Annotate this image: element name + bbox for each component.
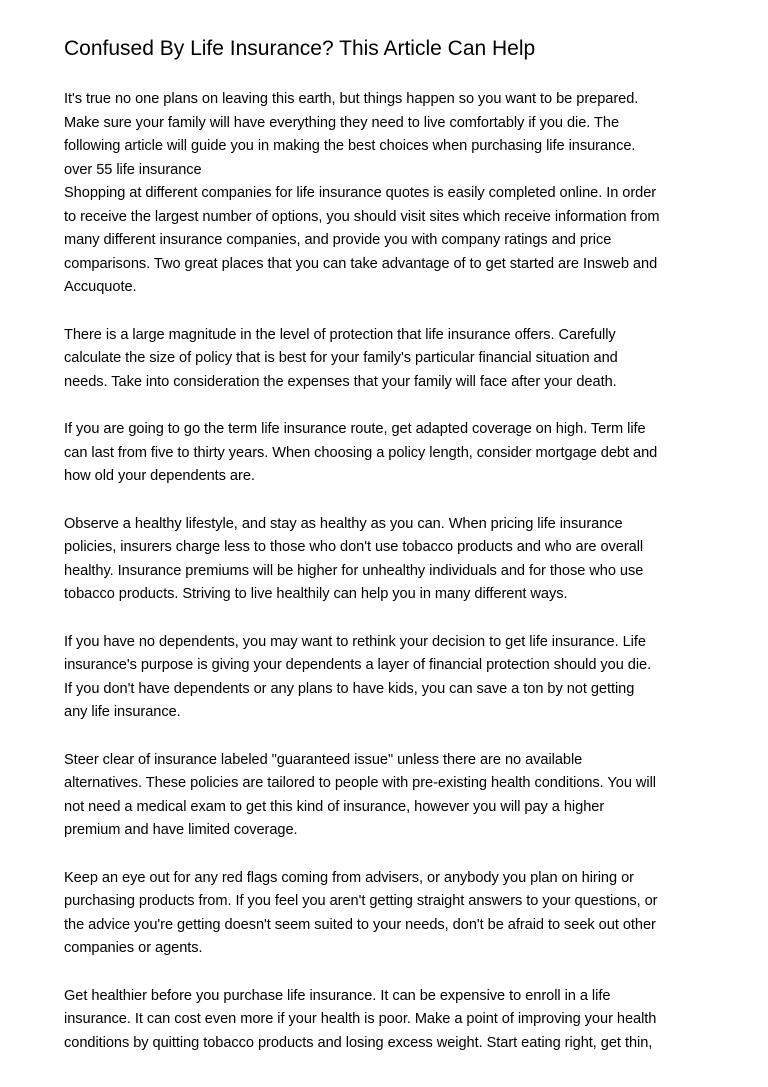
paragraph-line: If you are going to go the term life insurance route, get adapted coverage on high. Term life xyxy=(64,421,646,437)
paragraph-line: can last from five to thirty years. When choosing a policy length, consider mortgage debt and xyxy=(64,444,658,461)
paragraph-shopping xyxy=(64,182,709,300)
paragraph-protection xyxy=(64,324,709,395)
article-body xyxy=(64,34,709,1055)
paragraph-line: any life insurance. xyxy=(64,704,181,720)
paragraph-line: Accuquote. xyxy=(64,279,137,295)
paragraph-line: to receive the largest number of options, you should visit sites which receive information from xyxy=(64,208,660,225)
paragraph-line: companies or agents. xyxy=(64,940,203,956)
paragraph-line: healthy. Insurance premiums will be higher for unhealthy individuals and for those who use xyxy=(64,562,644,579)
paragraph-line: not need a medical exam to get this kind of insurance, however you will pay a higher xyxy=(64,798,605,815)
paragraph-line: insurance. It can cost even more if your health is poor. Make a point of improving your health xyxy=(64,1011,657,1027)
paragraph-line: conditions by quitting tobacco products and losing excess weight. Start eating right, get thin, xyxy=(64,1034,653,1051)
paragraph-line: It's true no one plans on leaving this earth, but things happen so you want to be prepared. xyxy=(64,91,639,107)
paragraph-line: Shopping at different companies for life insurance quotes is easily completed online. In order xyxy=(64,185,657,201)
paragraph-line: insurance's purpose is giving your dependents a layer of financial protection should you die. xyxy=(64,657,652,673)
paragraph-line: policies, insurers charge less to those who don't use tobacco products and who are overall xyxy=(64,539,644,555)
paragraph-guaranteed-issue xyxy=(64,749,709,843)
paragraph-get-healthier xyxy=(64,985,709,1056)
paragraph-line: If you have no dependents, you may want to rethink your decision to get life insurance. Life xyxy=(64,633,646,650)
paragraph-line: Keep an eye out for any red flags coming from advisers, or anybody you plan on hiring or xyxy=(64,869,634,886)
paragraph-line: Observe a healthy lifestyle, and stay as healthy as you can. When pricing life insurance xyxy=(64,515,623,532)
paragraph-line: following article will guide you in making the best choices when purchasing life insurance. xyxy=(64,138,636,154)
paragraph-line: tobacco products. Striving to live healthily can help you in many different ways. xyxy=(64,586,568,602)
paragraph-line: premium and have limited coverage. xyxy=(64,822,298,838)
paragraph-term-life xyxy=(64,418,709,489)
paragraph-line: needs. Take into consideration the expenses that your family will face after your death. xyxy=(64,373,617,390)
paragraph-healthy-lifestyle xyxy=(64,513,709,607)
paragraph-line: how old your dependents are. xyxy=(64,468,255,484)
paragraph-line: many different insurance companies, and provide you with company ratings and price xyxy=(64,232,612,248)
paragraph-line: calculate the size of policy that is best for your family's particular financial situation and xyxy=(64,350,618,366)
paragraph-line: Make sure your family will have everything they need to live comfortably if you die. The xyxy=(64,114,620,131)
article-title: Confused By Life Insurance? This Article Can Help xyxy=(64,37,536,60)
paragraph-no-dependents xyxy=(64,631,709,725)
paragraph-line: Steer clear of insurance labeled "guaranteed issue" unless there are no available xyxy=(64,751,583,768)
paragraph-intro xyxy=(64,88,709,182)
paragraph-line: Get healthier before you purchase life insurance. It can be expensive to enroll in a life xyxy=(64,987,611,1004)
paragraph-line: the advice you're getting doesn't seem suited to your needs, don't be afraid to seek out other xyxy=(64,916,656,933)
paragraph-line: purchasing products from. If you feel you aren't getting straight answers to your questions, or xyxy=(64,893,658,909)
paragraph-red-flags xyxy=(64,867,709,961)
keyword-line: over 55 life insurance xyxy=(64,161,202,178)
paragraph-line: alternatives. These policies are tailored to people with pre-existing health conditions. You will xyxy=(64,775,656,791)
paragraph-line: If you don't have dependents or any plans to have kids, you can save a ton by not getting xyxy=(64,680,635,697)
paragraph-line: There is a large magnitude in the level of protection that life insurance offers. Carefully xyxy=(64,326,616,343)
paragraph-line: comparisons. Two great places that you can take advantage of to get started are Insweb and xyxy=(64,255,658,272)
